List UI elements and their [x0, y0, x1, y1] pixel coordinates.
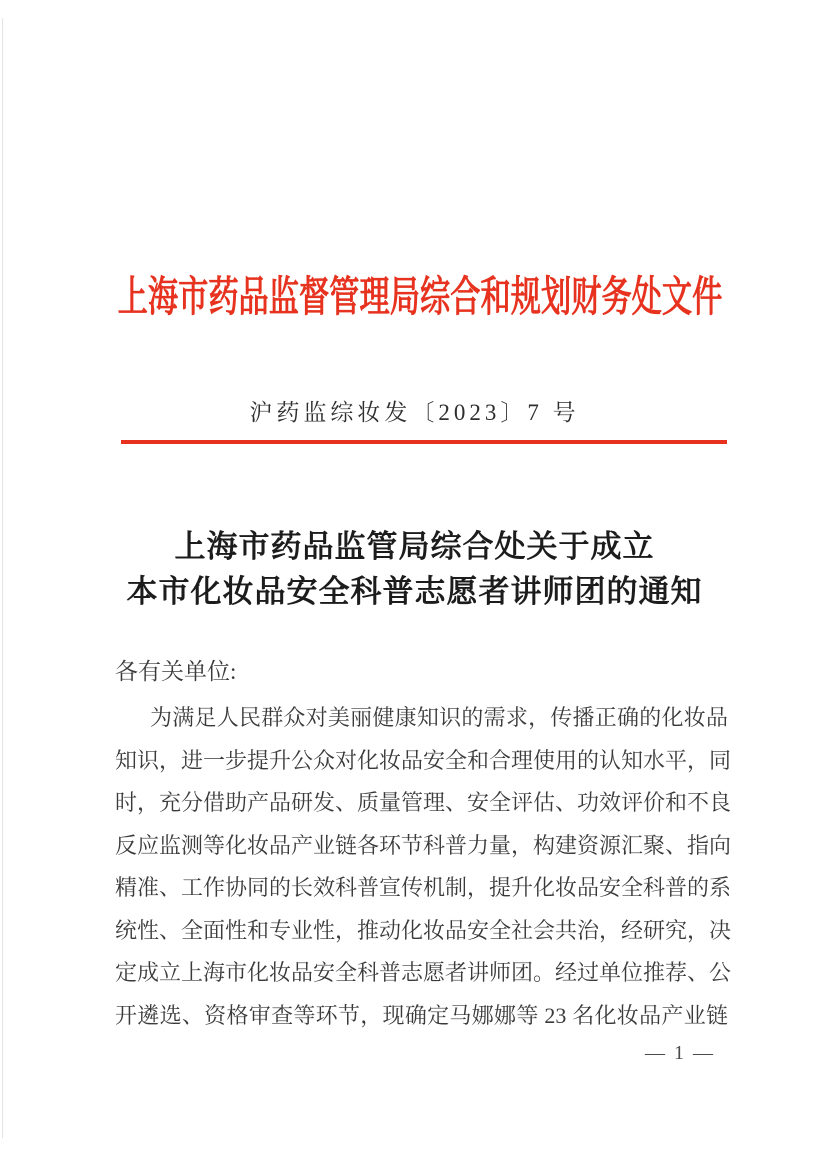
- salutation: 各有关单位:: [115, 659, 237, 684]
- body-line: 为满足人民群众对美丽健康知识的需求，传播正确的化妆品: [150, 705, 728, 730]
- red-divider-rule: [121, 440, 727, 444]
- body-line: 定成立上海市化妆品安全科普志愿者讲师团。经过单位推荐、公: [115, 960, 732, 985]
- red-letterhead-title-text: 上海市药品监督管理局综合和规划财务处文件: [117, 275, 723, 321]
- body-line: 精准、工作协同的长效科普宣传机制，提升化妆品安全科普的系: [115, 875, 732, 900]
- body-line: 反应监测等化妆品产业链各环节科普力量，构建资源汇聚、指向: [115, 832, 732, 858]
- document-title-line2: 本市化妆品安全科普志愿者讲师团的通知: [126, 574, 703, 609]
- body-paragraph: [115, 697, 732, 1037]
- body-line: 知识，进一步提升公众对化妆品安全和合理使用的认知水平，同: [115, 747, 732, 773]
- document-number: 沪药监综妆发〔2023〕7 号: [249, 400, 580, 425]
- body-line: 统性、全面性和专业性，推动化妆品安全社会共治，经研究，决: [115, 917, 732, 943]
- document-title-line1: 上海市药品监管局综合处关于成立: [174, 529, 655, 564]
- document-title: [0, 524, 829, 614]
- body-line: 时，充分借助产品研发、质量管理、安全评估、功效评价和不良: [115, 790, 732, 815]
- red-letterhead-title: [0, 272, 829, 324]
- body-line: 开遴选、资格审查等环节，现确定马娜娜等 23 名化妆品产业链: [115, 1002, 728, 1028]
- page-number: — 1 —: [645, 1042, 715, 1064]
